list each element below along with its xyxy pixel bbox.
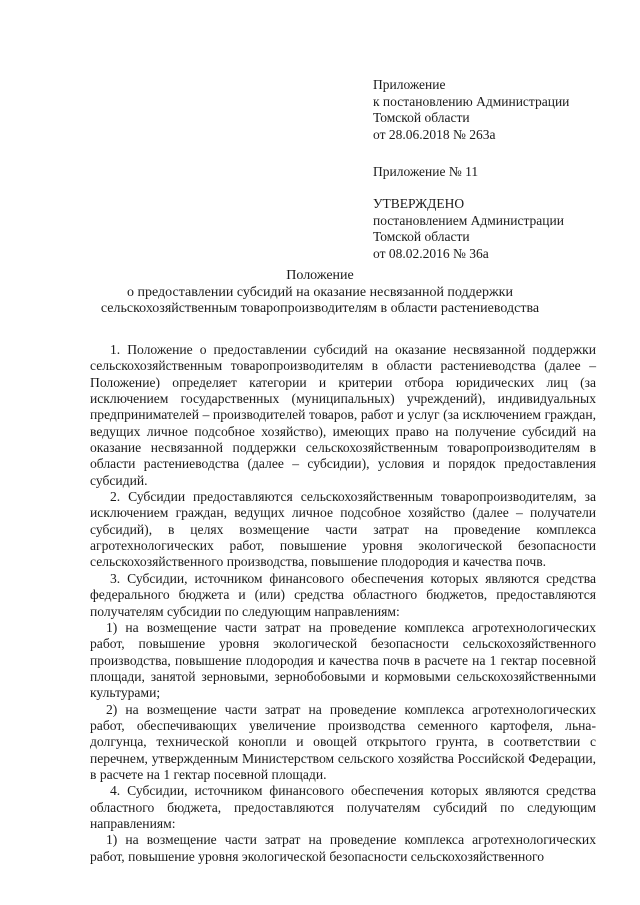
appendix-line-3: Томской области (373, 110, 470, 125)
paragraph-4-item-1: 1) на возмещение части затрат на проведение комплекса агротехнологических работ, повышение уровня экологической безопасности сельскохозяйственного (90, 832, 596, 864)
paragraph-3: 3. Субсидии, источником финансового обеспечения которых являются средства федерального бюджета и (или) средства областного бюджетов, предоставляются получателям субсидии по следующим направлениям: (90, 570, 596, 619)
title-line-2: о предоставлении субсидий на оказание несвязанной поддержки (127, 284, 513, 300)
paragraph-4: 4. Субсидии, источником финансового обеспечения которых являются средства областного бюджета, предоставляются получателям субсидий по следующим направлениям: (90, 783, 596, 831)
document-title (0, 268, 640, 318)
paragraph-2: 2. Субсидии предоставляются сельскохозяйственным товаропроизводителям, за исключением граждан, ведущих личное подсобное хозяйство (далее – получатели субсидий), в целях возмещение части затрат на проведение комплекса агротехнологических работ, повышение уровня экологической безопасности сельскохозяйственного производства, повышение плодородия и качества почв. (90, 489, 596, 570)
appendix-line-1: Приложение (373, 77, 446, 92)
document-body (90, 342, 596, 865)
appendix-line-4: от 28.06.2018 № 263а (373, 126, 496, 142)
approved-line-2: постановлением Администрации (373, 212, 564, 228)
appendix-header (373, 77, 569, 143)
approved-line-3: Томской области (373, 229, 470, 244)
paragraph-3-item-1: 1) на возмещение части затрат на проведение комплекса агротехнологических работ, повышение уровня экологической безопасности сельскохозяйственного производства, повышение плодородия и качества почв в расчете на 1 гектар посевной площади, занятой зерновыми, зернобобовыми и кормовыми сельскохозяйственными культурами; (90, 619, 596, 701)
paragraph-3-item-2: 2) на возмещение части затрат на проведение комплекса агротехнологических работ, обеспечивающих увеличение производства семенного картофеля, льна-долгунца, технической конопли и овощей открытого грунта, в соответствии с перечнем, утвержденным Министерством сельского хозяйства Российской Федерации, в расчете на 1 гектар посевной площади. (90, 701, 596, 782)
paragraph-1: 1. Положение о предоставлении субсидий на оказание несвязанной поддержки сельскохозяйственным товаропроизводителям в области растениеводства (далее – Положение) определяет категории и критерии отбора юридических лиц (за исключением государственных (муниципальных) учреждений), индивидуальных предпринимателей – производителей товаров, работ и услуг (за исключением граждан, ведущих личное подсобное хозяйство), имеющих право на получение субсидий на оказание несвязанной поддержки сельскохозяйственным товаропроизводителям в области растениеводства (далее – субсидии), условия и порядок предоставления субсидий. (90, 342, 596, 488)
approved-line-4: от 08.02.2016 № 36а (373, 245, 489, 261)
appendix-line-2: к постановлению Администрации (373, 93, 570, 109)
appendix-number: Приложение № 11 (373, 164, 479, 179)
approved-line-1: УТВЕРЖДЕНО (373, 196, 465, 211)
title-line-3: сельскохозяйственным товаропроизводителям в области растениеводства (100, 301, 540, 316)
title-line-1: Положение (286, 268, 354, 283)
approved-stamp-block (373, 196, 564, 262)
